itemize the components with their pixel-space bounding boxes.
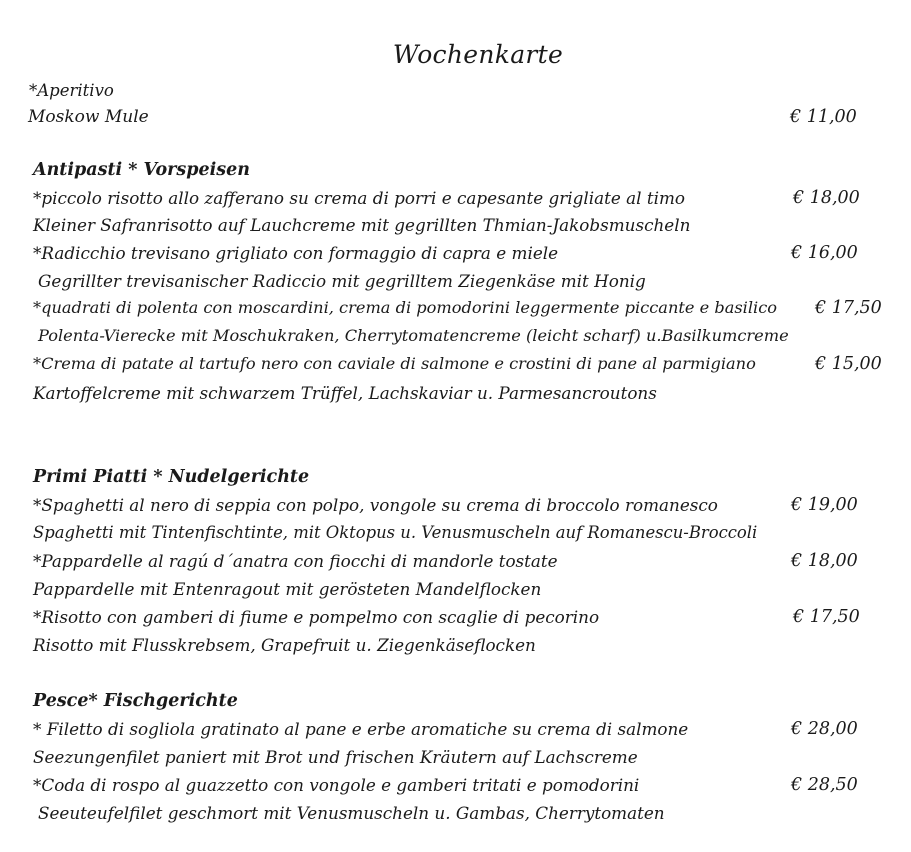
menu-item-german: Spaghetti mit Tintenfischtinte, mit Oktopus u. Venusmuscheln auf Romanescu-Broccoli xyxy=(33,523,758,542)
menu-item-italian: *Spaghetti al nero di seppia con polpo, vongole su crema di broccolo romanesco xyxy=(33,495,718,515)
page-title: Wochenkarte xyxy=(392,40,564,69)
menu-item-italian: *Pappardelle al ragú d´anatra con fiocchi di mandorle tostate xyxy=(33,551,558,571)
menu-item-italian: *piccolo risotto allo zafferano su crema di porri e capesante grigliate al timo xyxy=(33,188,685,208)
menu-item-italian: *Coda di rospo al guazzetto con vongole e gamberi tritati e pomodorini xyxy=(33,775,640,795)
menu-item-price: € 19,00 xyxy=(791,495,858,515)
menu-item-italian: *Radicchio trevisano grigliato con formaggio di capra e miele xyxy=(33,243,559,263)
section-heading-pesce: Pesce* Fischgerichte xyxy=(33,691,238,711)
menu-item-price: € 28,50 xyxy=(791,775,858,795)
section-heading-primi: Primi Piatti * Nudelgerichte xyxy=(33,467,310,487)
menu-item-price: € 11,00 xyxy=(790,107,857,127)
menu-item-price: € 28,00 xyxy=(791,719,858,739)
menu-item-price: € 15,00 xyxy=(815,354,882,374)
menu-item-name: Moskow Mule xyxy=(28,107,149,127)
menu-item-italian: *quadrati di polenta con moscardini, crema di pomodorini leggermente piccante e basilico xyxy=(33,298,778,317)
menu-item-german: Kleiner Safranrisotto auf Lauchcreme mit gegrillten Thmian-Jakobsmuscheln xyxy=(33,215,691,235)
menu-item-german: Pappardelle mit Entenragout mit gerösteten Mandelflocken xyxy=(33,579,542,599)
menu-item-price: € 17,50 xyxy=(815,298,882,318)
menu-item-price: € 16,00 xyxy=(791,243,858,263)
menu-item-italian: * Filetto di sogliola gratinato al pane e erbe aromatiche su crema di salmone xyxy=(33,719,689,739)
menu-item-price: € 18,00 xyxy=(793,188,860,208)
menu-item-german: Seeuteufelfilet geschmort mit Venusmuscheln u. Gambas, Cherrytomaten xyxy=(38,803,665,823)
menu-item-german: Polenta-Vierecke mit Moschukraken, Cherrytomatencreme (leicht scharf) u.Basilkumcreme xyxy=(38,326,789,345)
menu-item-price: € 18,00 xyxy=(791,551,858,571)
menu-item-italian: *Risotto con gamberi di fiume e pompelmo con scaglie di pecorino xyxy=(33,607,600,627)
menu-item-german: Risotto mit Flusskrebsem, Grapefruit u. Ziegenkäseflocken xyxy=(33,635,536,655)
section-heading-aperitivo: *Aperitivo xyxy=(29,81,114,100)
menu-item-german: Kartoffelcreme mit schwarzem Trüffel, Lachskaviar u. Parmesancroutons xyxy=(33,383,657,403)
menu-item-german: Gegrillter trevisanischer Radiccio mit gegrilltem Ziegenkäse mit Honig xyxy=(38,271,646,291)
section-heading-antipasti: Antipasti * Vorspeisen xyxy=(33,160,250,180)
menu-item-italian: *Crema di patate al tartufo nero con caviale di salmone e crostini di pane al parmigiano xyxy=(33,354,756,373)
menu-item-price: € 17,50 xyxy=(793,607,860,627)
menu-item-german: Seezungenfilet paniert mit Brot und frischen Kräutern auf Lachscreme xyxy=(33,747,638,767)
